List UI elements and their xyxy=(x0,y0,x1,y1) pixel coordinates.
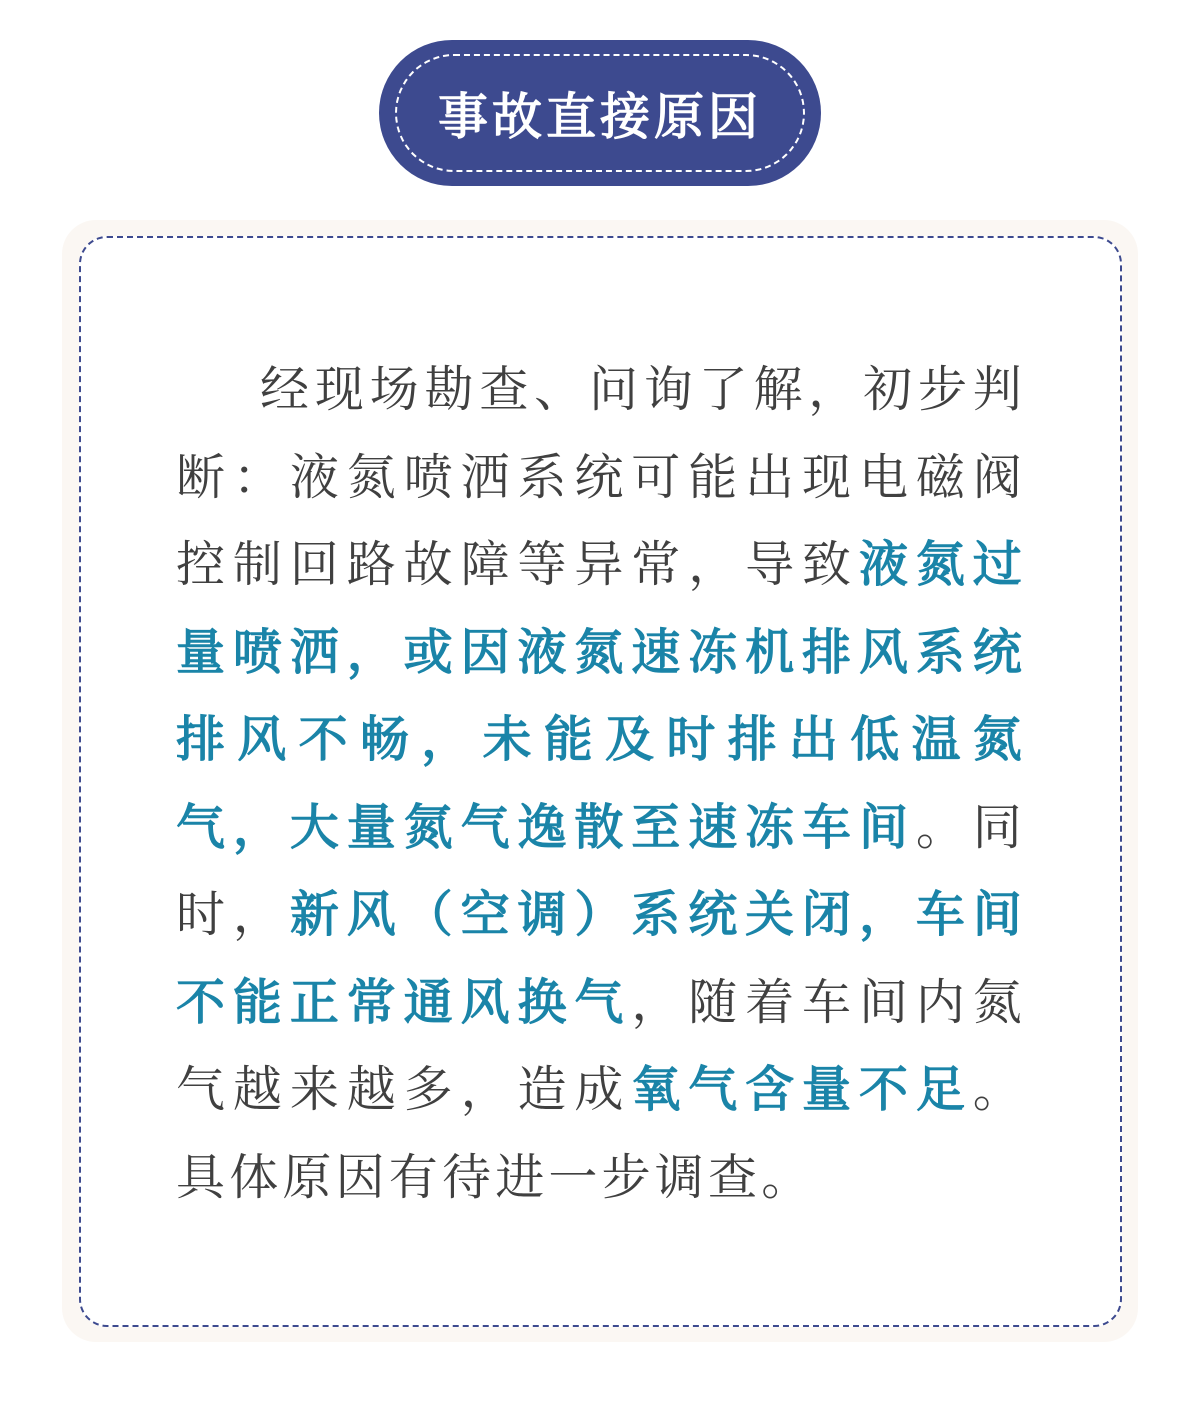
text-segment: 。具体原因有待进一步调查。 xyxy=(176,1061,1026,1206)
section-title-badge xyxy=(379,40,821,186)
text-segment: ，随着车间内氮气越来越多，造成 xyxy=(176,973,1026,1118)
section-title: 事故直接原因 xyxy=(438,88,762,146)
text-segment: 。同时， xyxy=(176,798,1026,943)
highlight-segment: 氧气含量不足 xyxy=(631,1061,973,1118)
section-title-dashed-border xyxy=(395,54,805,172)
text-segment: 经现场勘查、问询了解，初步判断：液氮喷洒系统可能出现电磁阀控制回路故障等异常，导致 xyxy=(176,361,1026,593)
highlight-segment: 液氮过量喷洒，或因液氮速冻机排风系统排风不畅，未能及时排出低温氮气，大量氮气逸散至速冻车间 xyxy=(176,536,1026,856)
highlight-segment: 新风（空调）系统关闭，车间不能正常通风换气 xyxy=(176,886,1026,1031)
cause-paragraph xyxy=(176,346,1026,1221)
